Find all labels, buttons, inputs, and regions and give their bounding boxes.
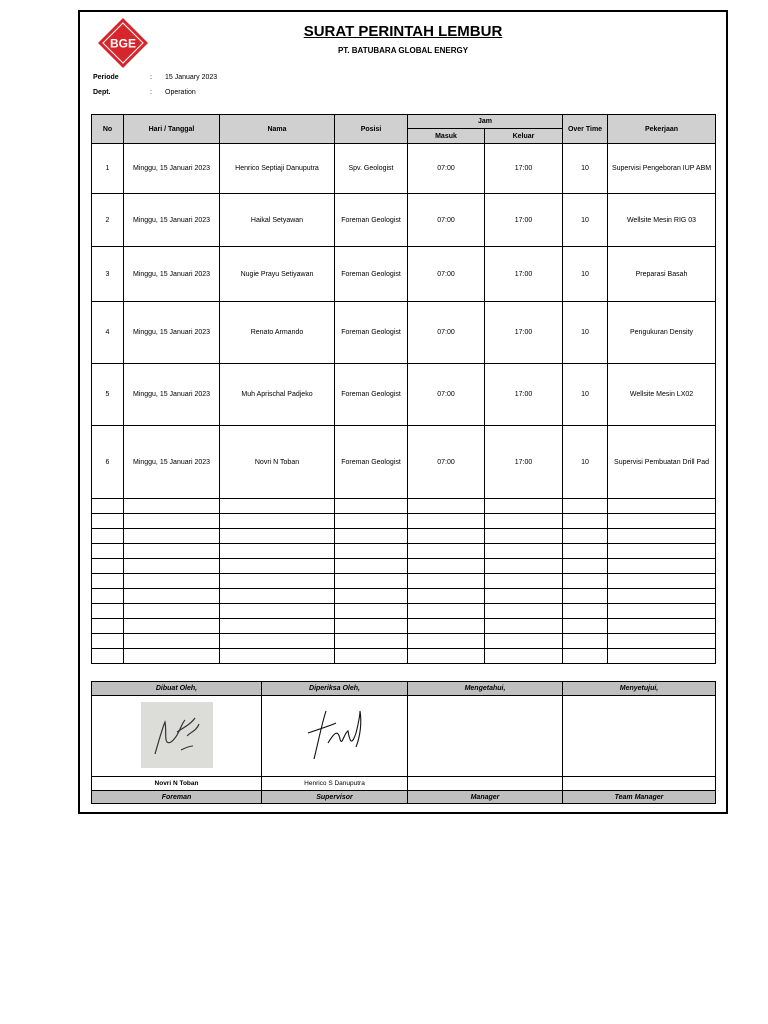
empty-cell [408,529,485,544]
empty-cell [608,499,716,514]
cell-hari: Minggu, 15 Januari 2023 [124,194,220,247]
cell-posisi: Spv. Geologist [335,144,408,194]
empty-cell [124,529,220,544]
empty-cell [335,544,408,559]
cell-no: 6 [92,426,124,499]
cell-masuk: 07:00 [408,144,485,194]
empty-table-row [92,529,716,544]
empty-cell [92,589,124,604]
empty-cell [485,604,563,619]
signer-name-1: Novri N Toban [92,777,262,791]
empty-cell [563,589,608,604]
role-supervisor: Supervisor [262,791,408,804]
empty-cell [563,604,608,619]
empty-cell [335,499,408,514]
empty-cell [408,649,485,664]
header-posisi: Posisi [335,115,408,144]
empty-cell [220,559,335,574]
empty-cell [220,514,335,529]
cell-pekerjaan: Wellsite Mesin LX02 [608,364,716,426]
cell-posisi: Foreman Geologist [335,247,408,302]
cell-pekerjaan: Pengukuran Density [608,302,716,364]
empty-cell [92,514,124,529]
empty-cell [485,649,563,664]
page-title: SURAT PERINTAH LEMBUR [303,23,503,40]
empty-cell [92,634,124,649]
cell-overtime: 10 [563,426,608,499]
signer-name-4 [563,777,716,791]
cell-nama: Muh Aprischal Padjeko [220,364,335,426]
empty-cell [608,544,716,559]
header-masuk: Masuk [408,129,485,144]
empty-cell [608,649,716,664]
header-hari: Hari / Tanggal [124,115,220,144]
cell-pekerjaan: Wellsite Mesin RIG 03 [608,194,716,247]
periode-label: Periode [93,74,119,81]
sig-menyetujui-label: Menyetujui, [563,682,716,696]
empty-cell [408,514,485,529]
empty-cell [220,604,335,619]
sig-diperiksa-label: Diperiksa Oleh, [262,682,408,696]
cell-pekerjaan: Supervisi Pengeboran IUP ABM [608,144,716,194]
empty-cell [485,619,563,634]
empty-cell [92,499,124,514]
signature-table [91,681,716,804]
empty-cell [220,529,335,544]
cell-nama: Nugie Prayu Setiyawan [220,247,335,302]
empty-cell [124,514,220,529]
company-name: PT. BATUBARA GLOBAL ENERGY [337,46,469,55]
empty-table-row [92,514,716,529]
empty-cell [563,544,608,559]
empty-cell [485,529,563,544]
empty-cell [124,634,220,649]
cell-keluar: 17:00 [485,302,563,364]
cell-keluar: 17:00 [485,247,563,302]
table-row [92,247,716,302]
empty-cell [408,559,485,574]
empty-cell [563,499,608,514]
empty-cell [408,574,485,589]
empty-table-row [92,634,716,649]
role-foreman: Foreman [92,791,262,804]
empty-cell [563,529,608,544]
empty-cell [335,589,408,604]
empty-cell [485,514,563,529]
empty-table-row [92,574,716,589]
empty-cell [92,604,124,619]
empty-table-row [92,589,716,604]
cell-posisi: Foreman Geologist [335,364,408,426]
empty-cell [408,619,485,634]
sig-mengetahui-label: Mengetahui, [408,682,563,696]
signature-box-2 [262,696,408,777]
empty-cell [563,514,608,529]
signature-box-4 [563,696,716,777]
cell-overtime: 10 [563,194,608,247]
empty-cell [124,649,220,664]
table-row [92,364,716,426]
cell-overtime: 10 [563,302,608,364]
empty-cell [485,574,563,589]
cell-no: 4 [92,302,124,364]
table-row [92,194,716,247]
empty-cell [563,619,608,634]
separator: : [150,89,152,96]
table-row [92,426,716,499]
cell-pekerjaan: Supervisi Pembuatan Drill Pad [608,426,716,499]
bge-logo [97,17,149,69]
cell-hari: Minggu, 15 Januari 2023 [124,302,220,364]
empty-cell [124,499,220,514]
empty-cell [485,544,563,559]
cell-hari: Minggu, 15 Januari 2023 [124,426,220,499]
empty-cell [608,634,716,649]
empty-cell [124,589,220,604]
sig-dibuat-label: Dibuat Oleh, [92,682,262,696]
empty-cell [220,619,335,634]
empty-table-row [92,499,716,514]
empty-cell [608,514,716,529]
empty-cell [335,604,408,619]
cell-hari: Minggu, 15 Januari 2023 [124,144,220,194]
empty-table-row [92,544,716,559]
role-manager: Manager [408,791,563,804]
empty-cell [124,604,220,619]
empty-cell [563,634,608,649]
cell-hari: Minggu, 15 Januari 2023 [124,364,220,426]
empty-table-row [92,559,716,574]
signature-box-1 [92,696,262,777]
empty-cell [92,529,124,544]
cell-masuk: 07:00 [408,302,485,364]
empty-cell [124,619,220,634]
cell-masuk: 07:00 [408,194,485,247]
empty-cell [485,499,563,514]
cell-posisi: Foreman Geologist [335,426,408,499]
empty-cell [124,559,220,574]
signature-box-3 [408,696,563,777]
empty-cell [335,574,408,589]
empty-cell [92,619,124,634]
empty-cell [220,574,335,589]
empty-cell [92,574,124,589]
empty-table-row [92,619,716,634]
logo-text: BGE [109,36,137,51]
separator: : [150,74,152,81]
empty-cell [563,574,608,589]
cell-keluar: 17:00 [485,364,563,426]
empty-cell [408,589,485,604]
cell-no: 3 [92,247,124,302]
cell-nama: Novri N Toban [220,426,335,499]
empty-cell [563,649,608,664]
empty-cell [92,544,124,559]
cell-no: 5 [92,364,124,426]
empty-cell [608,529,716,544]
empty-cell [92,559,124,574]
cell-overtime: 10 [563,364,608,426]
empty-table-row [92,604,716,619]
table-row [92,144,716,194]
cell-posisi: Foreman Geologist [335,194,408,247]
empty-cell [335,529,408,544]
cell-no: 2 [92,194,124,247]
header-jam: Jam [408,115,563,129]
empty-cell [608,574,716,589]
empty-cell [335,619,408,634]
empty-cell [92,649,124,664]
empty-cell [335,559,408,574]
cell-masuk: 07:00 [408,247,485,302]
header-overtime: Over Time [563,115,608,144]
header-keluar: Keluar [485,129,563,144]
cell-hari: Minggu, 15 Januari 2023 [124,247,220,302]
signer-name-2: Henrico S Danuputra [262,777,408,791]
cell-posisi: Foreman Geologist [335,302,408,364]
empty-cell [220,649,335,664]
empty-cell [220,589,335,604]
empty-cell [408,634,485,649]
cell-keluar: 17:00 [485,144,563,194]
cell-masuk: 07:00 [408,426,485,499]
cell-nama: Renato Armando [220,302,335,364]
header-pekerjaan: Pekerjaan [608,115,716,144]
signature-image-1 [141,702,213,768]
cell-nama: Haikal Setyawan [220,194,335,247]
cell-keluar: 17:00 [485,426,563,499]
header-nama: Nama [220,115,335,144]
empty-cell [124,574,220,589]
cell-overtime: 10 [563,144,608,194]
empty-cell [220,499,335,514]
cell-keluar: 17:00 [485,194,563,247]
empty-cell [335,514,408,529]
empty-cell [124,544,220,559]
empty-cell [485,634,563,649]
signature-image-2 [300,703,370,767]
cell-pekerjaan: Preparasi Basah [608,247,716,302]
signer-name-3 [408,777,563,791]
dept-label: Dept. [93,89,111,96]
empty-cell [335,634,408,649]
overtime-table [91,114,716,664]
empty-cell [608,559,716,574]
empty-cell [485,559,563,574]
empty-table-row [92,649,716,664]
cell-nama: Henrico Septiaji Danuputra [220,144,335,194]
empty-cell [220,544,335,559]
role-team-manager: Team Manager [563,791,716,804]
periode-value: 15 January 2023 [165,74,218,81]
empty-cell [408,604,485,619]
empty-cell [335,649,408,664]
empty-cell [608,619,716,634]
header-no: No [92,115,124,144]
dept-value: Operation [165,89,196,96]
empty-cell [220,634,335,649]
empty-cell [608,604,716,619]
cell-no: 1 [92,144,124,194]
cell-masuk: 07:00 [408,364,485,426]
empty-cell [563,559,608,574]
empty-cell [608,589,716,604]
empty-cell [485,589,563,604]
table-row [92,302,716,364]
cell-overtime: 10 [563,247,608,302]
empty-cell [408,544,485,559]
empty-cell [408,499,485,514]
